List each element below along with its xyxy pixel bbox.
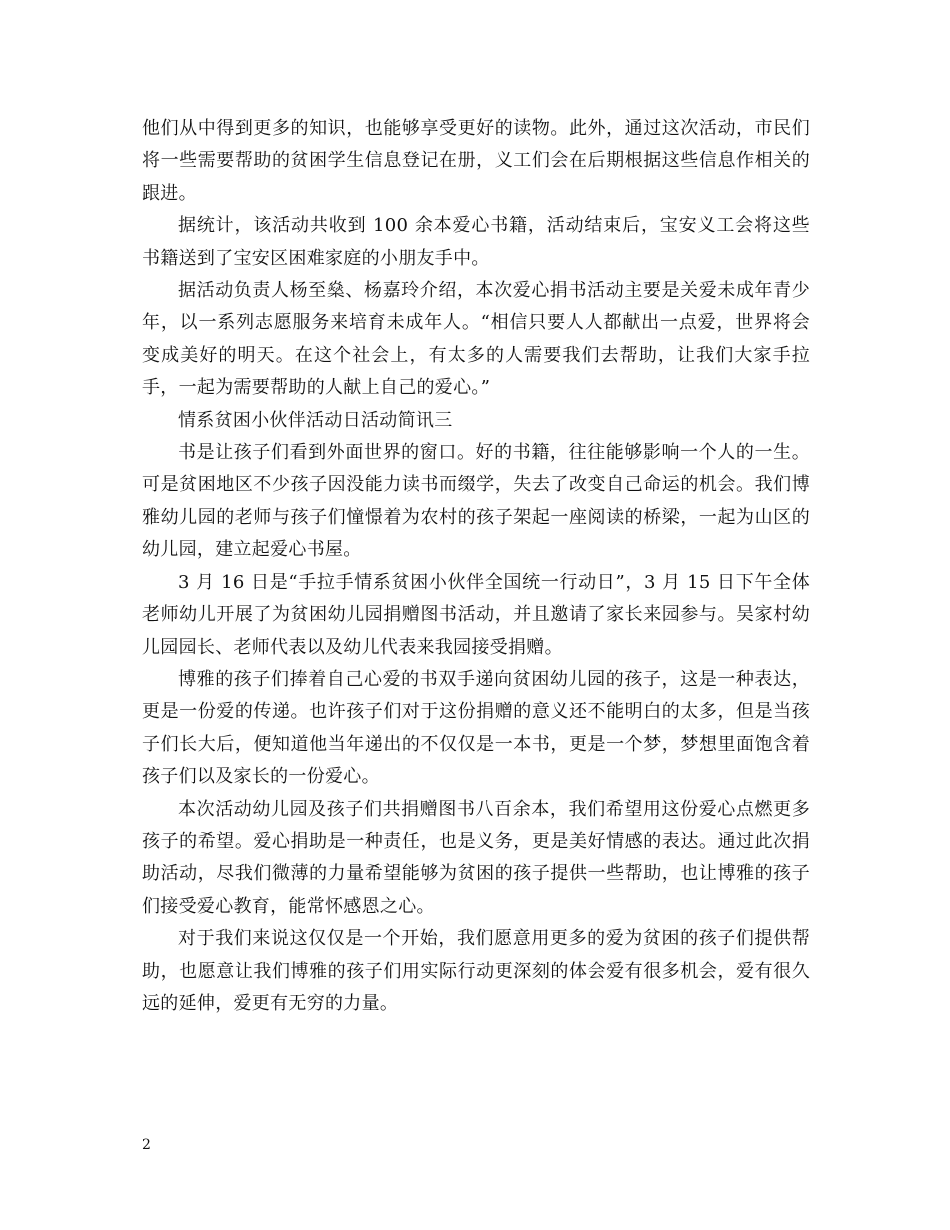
page-number: 2 — [142, 1137, 151, 1153]
section-heading: 情系贫困小伙伴活动日活动简讯三 — [178, 409, 453, 431]
paragraph: 据活动负责人杨至燊、杨嘉玲介绍，本次爱心捐书活动主要是关爱未成年青少年，以一系列志愿服务来培育未成年人。“相信只要人人都献出一点爱，世界将会变成美好的明天。在这个社会上，有太多的人需要我们去帮助，让我们大家手拉手，一起为需要帮助的人献上自己的爱心。” — [142, 280, 810, 399]
paragraph-continued: 他们从中得到更多的知识，也能够享受更好的读物。此外，通过这次活动，市民们将一些需要帮助的贫困学生信息登记在册，义工们会在后期根据这些信息作相关的跟进。 — [142, 118, 810, 204]
paragraph: 对于我们来说这仅仅是一个开始，我们愿意用更多的爱为贫困的孩子们提供帮助，也愿意让我们博雅的孩子们用实际行动更深刻的体会爱有很多机会，爱有很久远的延伸，爱更有无穷的力量。 — [142, 928, 810, 1014]
paragraph: 本次活动幼儿园及孩子们共捐赠图书八百余本，我们希望用这份爱心点燃更多孩子的希望。爱心捐助是一种责任，也是义务，更是美好情感的表达。通过此次捐助活动，尽我们微薄的力量希望能够为贫困的孩子提供一些帮助，也让博雅的孩子们接受爱心教育，能常怀感恩之心。 — [142, 798, 810, 917]
paragraph: 3 月 16 日是“手拉手情系贫困小伙伴全国统一行动日”，3 月 15 日下午全体老师幼儿开展了为贫困幼儿园捐赠图书活动，并且邀请了家长来园参与。吴家村幼儿园园长、老师代表以及幼儿代表来我园接受捐赠。 — [142, 571, 810, 658]
paragraph: 博雅的孩子们捧着自己心爱的书双手递向贫困幼儿园的孩子，这是一种表达，更是一份爱的传递。也许孩子们对于这份捐赠的意义还不能明白的太多，但是当孩子们长大后，便知道他当年递出的不仅仅是一本书，更是一个梦，梦想里面饱含着孩子们以及家长的一份爱心。 — [142, 668, 810, 788]
paragraph: 书是让孩子们看到外面世界的窗口。好的书籍，往往能够影响一个人的一生。可是贫困地区不少孩子因没能力读书而缀学，失去了改变自己命运的机会。我们博雅幼儿园的老师与孩子们憧憬着为农村的孩子架起一座阅读的桥梁，一起为山区的幼儿园，建立起爱心书屋。 — [142, 442, 810, 561]
paragraph: 据统计，该活动共收到 100 余本爱心书籍，活动结束后，宝安义工会将这些书籍送到了宝安区困难家庭的小朋友手中。 — [142, 215, 810, 269]
document-body — [142, 113, 810, 1020]
